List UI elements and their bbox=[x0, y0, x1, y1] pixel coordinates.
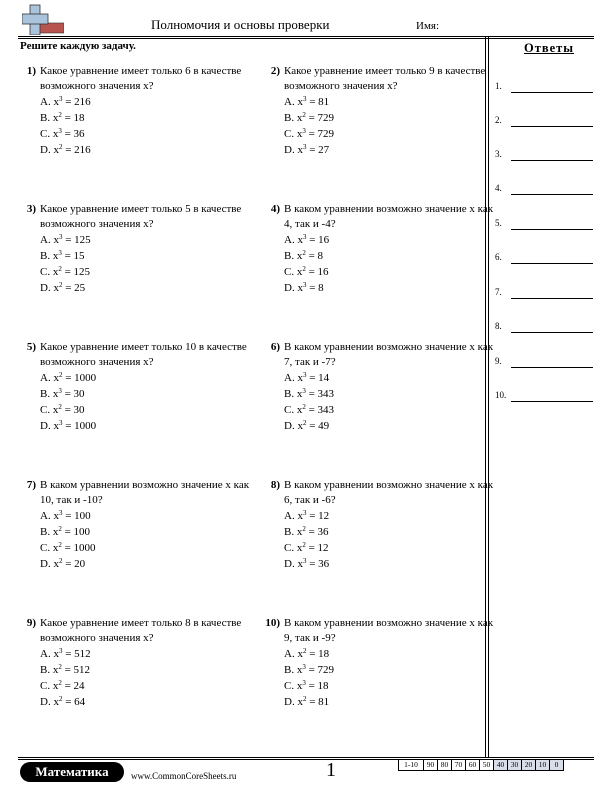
answer-number: 5. bbox=[495, 218, 502, 228]
option-base: C. x bbox=[40, 266, 59, 278]
option-exponent: 2 bbox=[302, 419, 307, 427]
score-cell: 60 bbox=[466, 759, 480, 771]
answer-blank-line[interactable] bbox=[511, 194, 593, 195]
option-exponent: 3 bbox=[302, 557, 307, 565]
option-exponent: 2 bbox=[58, 541, 62, 549]
option-exponent: 2 bbox=[302, 249, 306, 257]
question-text: В каком уравнении возможно значение x как 6, так и -6? bbox=[284, 479, 494, 506]
options-list bbox=[284, 371, 334, 435]
option-base: C. x bbox=[40, 128, 59, 140]
question-text: Какое уравнение имеет только 9 в качестве возможного значения x? bbox=[284, 65, 486, 92]
option-base: D. x bbox=[40, 144, 59, 156]
question-number: 8) bbox=[270, 479, 280, 491]
option-item bbox=[40, 111, 91, 127]
option-item bbox=[40, 509, 96, 525]
option-base: A. x bbox=[284, 372, 303, 384]
option-exponent: 3 bbox=[302, 371, 307, 379]
option-item bbox=[284, 127, 334, 143]
option-exponent: 2 bbox=[302, 265, 306, 273]
question-number: 3) bbox=[26, 203, 36, 215]
option-base: A. x bbox=[40, 372, 59, 384]
option-base: B. x bbox=[284, 388, 303, 400]
option-item bbox=[284, 509, 329, 525]
question-text: В каком уравнении возможно значение x как 9, так и -9? bbox=[284, 617, 494, 644]
question-text: В каком уравнении возможно значение x как 7, так и -7? bbox=[284, 341, 494, 368]
option-value: = 27 bbox=[306, 144, 330, 156]
option-item bbox=[284, 233, 329, 249]
options-list bbox=[284, 509, 329, 573]
option-base: B. x bbox=[284, 526, 303, 538]
options-list bbox=[40, 509, 96, 573]
question-number: 5) bbox=[26, 341, 36, 353]
answer-blank-line[interactable] bbox=[511, 367, 593, 368]
option-value: = 512 bbox=[62, 648, 91, 660]
option-item bbox=[284, 143, 334, 159]
option-exponent: 3 bbox=[58, 249, 62, 257]
question-text: Какое уравнение имеет только 8 в качестве возможного значения x? bbox=[40, 617, 242, 644]
answer-blank-line[interactable] bbox=[511, 263, 593, 264]
option-value: = 1000 bbox=[62, 372, 97, 384]
option-value: = 81 bbox=[306, 96, 330, 108]
option-item bbox=[40, 127, 91, 143]
option-base: B. x bbox=[284, 250, 303, 262]
option-exponent: 2 bbox=[58, 143, 63, 151]
option-exponent: 2 bbox=[302, 525, 306, 533]
option-item bbox=[284, 695, 334, 711]
answer-number: 7. bbox=[495, 287, 502, 297]
answer-number: 3. bbox=[495, 149, 502, 159]
option-item bbox=[40, 403, 96, 419]
answer-row bbox=[495, 115, 593, 129]
brand-badge: Математика bbox=[20, 762, 124, 782]
option-item bbox=[284, 111, 334, 127]
option-value: = 729 bbox=[305, 664, 335, 676]
option-exponent: 3 bbox=[58, 95, 63, 103]
option-exponent: 3 bbox=[302, 95, 307, 103]
answer-row bbox=[495, 287, 593, 301]
answer-blank-line[interactable] bbox=[511, 229, 593, 230]
name-label: Имя: bbox=[416, 20, 440, 32]
option-exponent: 3 bbox=[58, 647, 63, 655]
option-item bbox=[40, 541, 96, 557]
option-item bbox=[284, 679, 334, 695]
option-exponent: 3 bbox=[58, 387, 62, 395]
option-value: = 216 bbox=[62, 96, 91, 108]
option-value: = 512 bbox=[61, 664, 91, 676]
option-value: = 49 bbox=[306, 420, 330, 432]
score-cell: 20 bbox=[522, 759, 536, 771]
option-base: A. x bbox=[284, 648, 303, 660]
option-value: = 8 bbox=[305, 250, 324, 262]
answer-row bbox=[495, 252, 593, 266]
question-number: 2) bbox=[270, 65, 280, 77]
option-item bbox=[40, 249, 91, 265]
options-list bbox=[40, 371, 96, 435]
option-base: B. x bbox=[284, 112, 303, 124]
answer-blank-line[interactable] bbox=[511, 298, 593, 299]
option-value: = 30 bbox=[61, 404, 85, 416]
option-base: D. x bbox=[284, 558, 303, 570]
score-cell: 80 bbox=[438, 759, 452, 771]
question-text: Какое уравнение имеет только 6 в качестве возможного значения x? bbox=[40, 65, 242, 92]
option-exponent: 2 bbox=[302, 647, 307, 655]
option-base: C. x bbox=[284, 128, 303, 140]
option-item bbox=[40, 371, 96, 387]
question-text: Какое уравнение имеет только 5 в качестве возможного значения x? bbox=[40, 203, 242, 230]
question-text: В каком уравнении возможно значение x как 10, так и -10? bbox=[40, 479, 250, 506]
option-value: = 14 bbox=[306, 372, 330, 384]
option-item bbox=[40, 233, 91, 249]
option-value: = 30 bbox=[61, 388, 85, 400]
option-item bbox=[40, 525, 96, 541]
page-number: 1 bbox=[326, 759, 336, 781]
question-number: 10) bbox=[265, 617, 280, 629]
answer-row bbox=[495, 218, 593, 232]
option-value: = 729 bbox=[305, 112, 335, 124]
option-exponent: 2 bbox=[58, 679, 62, 687]
score-table bbox=[398, 759, 564, 771]
option-item bbox=[284, 663, 334, 679]
option-exponent: 2 bbox=[302, 403, 306, 411]
option-base: B. x bbox=[40, 112, 59, 124]
options-list bbox=[40, 233, 91, 297]
answer-number: 6. bbox=[495, 252, 502, 262]
option-base: B. x bbox=[284, 664, 303, 676]
option-base: A. x bbox=[40, 96, 59, 108]
option-exponent: 3 bbox=[302, 281, 307, 289]
option-base: A. x bbox=[284, 510, 303, 522]
option-value: = 8 bbox=[306, 282, 324, 294]
answer-row bbox=[495, 81, 593, 95]
option-item bbox=[40, 95, 91, 111]
option-value: = 125 bbox=[61, 266, 91, 278]
option-item bbox=[284, 647, 334, 663]
option-exponent: 2 bbox=[58, 557, 63, 565]
option-exponent: 3 bbox=[58, 233, 63, 241]
footer-rule bbox=[18, 757, 594, 758]
options-list bbox=[40, 95, 91, 159]
option-exponent: 2 bbox=[58, 525, 62, 533]
answer-row bbox=[495, 149, 593, 163]
plus-logo-icon bbox=[22, 3, 64, 35]
option-item bbox=[284, 281, 329, 297]
score-cell: 1-10 bbox=[398, 759, 424, 771]
option-value: = 20 bbox=[62, 558, 86, 570]
option-base: C. x bbox=[284, 266, 303, 278]
option-exponent: 2 bbox=[58, 663, 62, 671]
option-value: = 729 bbox=[305, 128, 335, 140]
option-item bbox=[284, 525, 329, 541]
option-value: = 100 bbox=[62, 510, 91, 522]
option-value: = 15 bbox=[61, 250, 85, 262]
answer-row bbox=[495, 321, 593, 335]
option-value: = 18 bbox=[61, 112, 85, 124]
option-base: D. x bbox=[40, 282, 59, 294]
header-rule bbox=[18, 36, 594, 37]
option-exponent: 3 bbox=[302, 509, 307, 517]
option-base: A. x bbox=[40, 648, 59, 660]
option-value: = 12 bbox=[306, 510, 330, 522]
option-exponent: 2 bbox=[58, 281, 63, 289]
answer-number: 9. bbox=[495, 356, 502, 366]
option-value: = 64 bbox=[62, 696, 86, 708]
score-cell: 40 bbox=[494, 759, 508, 771]
option-value: = 81 bbox=[306, 696, 330, 708]
option-exponent: 3 bbox=[302, 143, 307, 151]
site-url: www.CommonCoreSheets.ru bbox=[131, 771, 237, 781]
score-cell: 50 bbox=[480, 759, 494, 771]
option-base: D. x bbox=[284, 420, 303, 432]
question-number: 4) bbox=[270, 203, 280, 215]
options-list bbox=[40, 647, 91, 711]
option-exponent: 3 bbox=[58, 127, 62, 135]
option-item bbox=[40, 679, 91, 695]
option-exponent: 3 bbox=[302, 663, 306, 671]
option-exponent: 3 bbox=[302, 387, 306, 395]
option-base: B. x bbox=[40, 664, 59, 676]
option-item bbox=[40, 419, 96, 435]
question-number: 1) bbox=[26, 65, 36, 77]
option-value: = 1000 bbox=[61, 542, 96, 554]
option-item bbox=[284, 95, 334, 111]
answer-number: 10. bbox=[495, 390, 507, 400]
option-exponent: 2 bbox=[58, 371, 63, 379]
option-value: = 36 bbox=[305, 526, 329, 538]
option-value: = 36 bbox=[306, 558, 330, 570]
question-text: В каком уравнении возможно значение x как 4, так и -4? bbox=[284, 203, 494, 230]
option-item bbox=[284, 387, 334, 403]
option-exponent: 3 bbox=[302, 233, 307, 241]
worksheet-title: Полномочия и основы проверки bbox=[151, 17, 330, 32]
option-item bbox=[40, 265, 91, 281]
option-exponent: 3 bbox=[58, 419, 63, 427]
option-value: = 36 bbox=[61, 128, 85, 140]
option-item bbox=[40, 695, 91, 711]
option-exponent: 2 bbox=[302, 111, 306, 119]
option-base: A. x bbox=[284, 234, 303, 246]
question-number: 7) bbox=[26, 479, 36, 491]
option-exponent: 2 bbox=[58, 403, 62, 411]
option-value: = 12 bbox=[305, 542, 329, 554]
score-cell: 0 bbox=[550, 759, 564, 771]
option-value: = 18 bbox=[306, 648, 330, 660]
option-value: = 343 bbox=[305, 388, 335, 400]
option-value: = 343 bbox=[305, 404, 335, 416]
answer-number: 2. bbox=[495, 115, 502, 125]
option-item bbox=[40, 281, 91, 297]
answer-number: 1. bbox=[495, 81, 502, 91]
options-list bbox=[284, 95, 334, 159]
option-value: = 100 bbox=[61, 526, 91, 538]
score-cell: 30 bbox=[508, 759, 522, 771]
answers-title: Ответы bbox=[523, 41, 575, 55]
option-exponent: 3 bbox=[58, 509, 63, 517]
option-exponent: 2 bbox=[302, 695, 307, 703]
option-item bbox=[284, 541, 329, 557]
question-number: 9) bbox=[26, 617, 36, 629]
option-base: D. x bbox=[40, 420, 59, 432]
option-exponent: 3 bbox=[302, 679, 306, 687]
option-item bbox=[284, 371, 334, 387]
score-cell: 90 bbox=[424, 759, 438, 771]
option-base: B. x bbox=[40, 250, 59, 262]
option-base: D. x bbox=[40, 696, 59, 708]
option-value: = 16 bbox=[306, 234, 330, 246]
question-text: Какое уравнение имеет только 10 в качестве возможного значения x? bbox=[40, 341, 247, 368]
option-value: = 216 bbox=[62, 144, 91, 156]
option-item bbox=[40, 557, 96, 573]
option-base: C. x bbox=[284, 404, 303, 416]
answer-row bbox=[495, 183, 593, 197]
instructions: Решите каждую задачу. bbox=[20, 40, 136, 52]
answer-blank-line[interactable] bbox=[511, 401, 593, 402]
option-base: C. x bbox=[40, 542, 59, 554]
answer-blank-line[interactable] bbox=[511, 126, 593, 127]
option-base: D. x bbox=[284, 696, 303, 708]
answer-row bbox=[495, 390, 593, 404]
option-item bbox=[40, 647, 91, 663]
option-base: B. x bbox=[40, 388, 59, 400]
option-base: A. x bbox=[284, 96, 303, 108]
score-cell: 70 bbox=[452, 759, 466, 771]
header-rule-2 bbox=[18, 38, 594, 39]
option-base: C. x bbox=[284, 542, 303, 554]
option-value: = 25 bbox=[62, 282, 86, 294]
option-base: A. x bbox=[40, 234, 59, 246]
option-item bbox=[40, 143, 91, 159]
options-list bbox=[284, 233, 329, 297]
answer-blank-line[interactable] bbox=[511, 160, 593, 161]
option-item bbox=[284, 265, 329, 281]
option-exponent: 3 bbox=[302, 127, 306, 135]
option-value: = 1000 bbox=[62, 420, 97, 432]
answer-blank-line[interactable] bbox=[511, 92, 593, 93]
option-base: D. x bbox=[284, 144, 303, 156]
option-exponent: 2 bbox=[302, 541, 306, 549]
score-cell: 10 bbox=[536, 759, 550, 771]
option-value: = 16 bbox=[305, 266, 329, 278]
option-base: D. x bbox=[40, 558, 59, 570]
option-item bbox=[40, 387, 96, 403]
option-item bbox=[40, 663, 91, 679]
option-base: C. x bbox=[40, 680, 59, 692]
option-base: C. x bbox=[40, 404, 59, 416]
answer-number: 4. bbox=[495, 183, 502, 193]
column-divider bbox=[485, 37, 486, 757]
option-item bbox=[284, 403, 334, 419]
option-exponent: 2 bbox=[58, 111, 62, 119]
option-item bbox=[284, 419, 334, 435]
option-value: = 18 bbox=[305, 680, 329, 692]
option-base: C. x bbox=[284, 680, 303, 692]
option-exponent: 2 bbox=[58, 695, 63, 703]
option-value: = 125 bbox=[62, 234, 91, 246]
option-base: B. x bbox=[40, 526, 59, 538]
answer-blank-line[interactable] bbox=[511, 332, 593, 333]
question-number: 6) bbox=[270, 341, 280, 353]
options-list bbox=[284, 647, 334, 711]
column-divider-2 bbox=[488, 37, 489, 757]
answer-row bbox=[495, 356, 593, 370]
option-item bbox=[284, 249, 329, 265]
option-item bbox=[284, 557, 329, 573]
option-base: A. x bbox=[40, 510, 59, 522]
option-base: D. x bbox=[284, 282, 303, 294]
option-value: = 24 bbox=[61, 680, 85, 692]
answer-number: 8. bbox=[495, 321, 502, 331]
option-exponent: 2 bbox=[58, 265, 62, 273]
